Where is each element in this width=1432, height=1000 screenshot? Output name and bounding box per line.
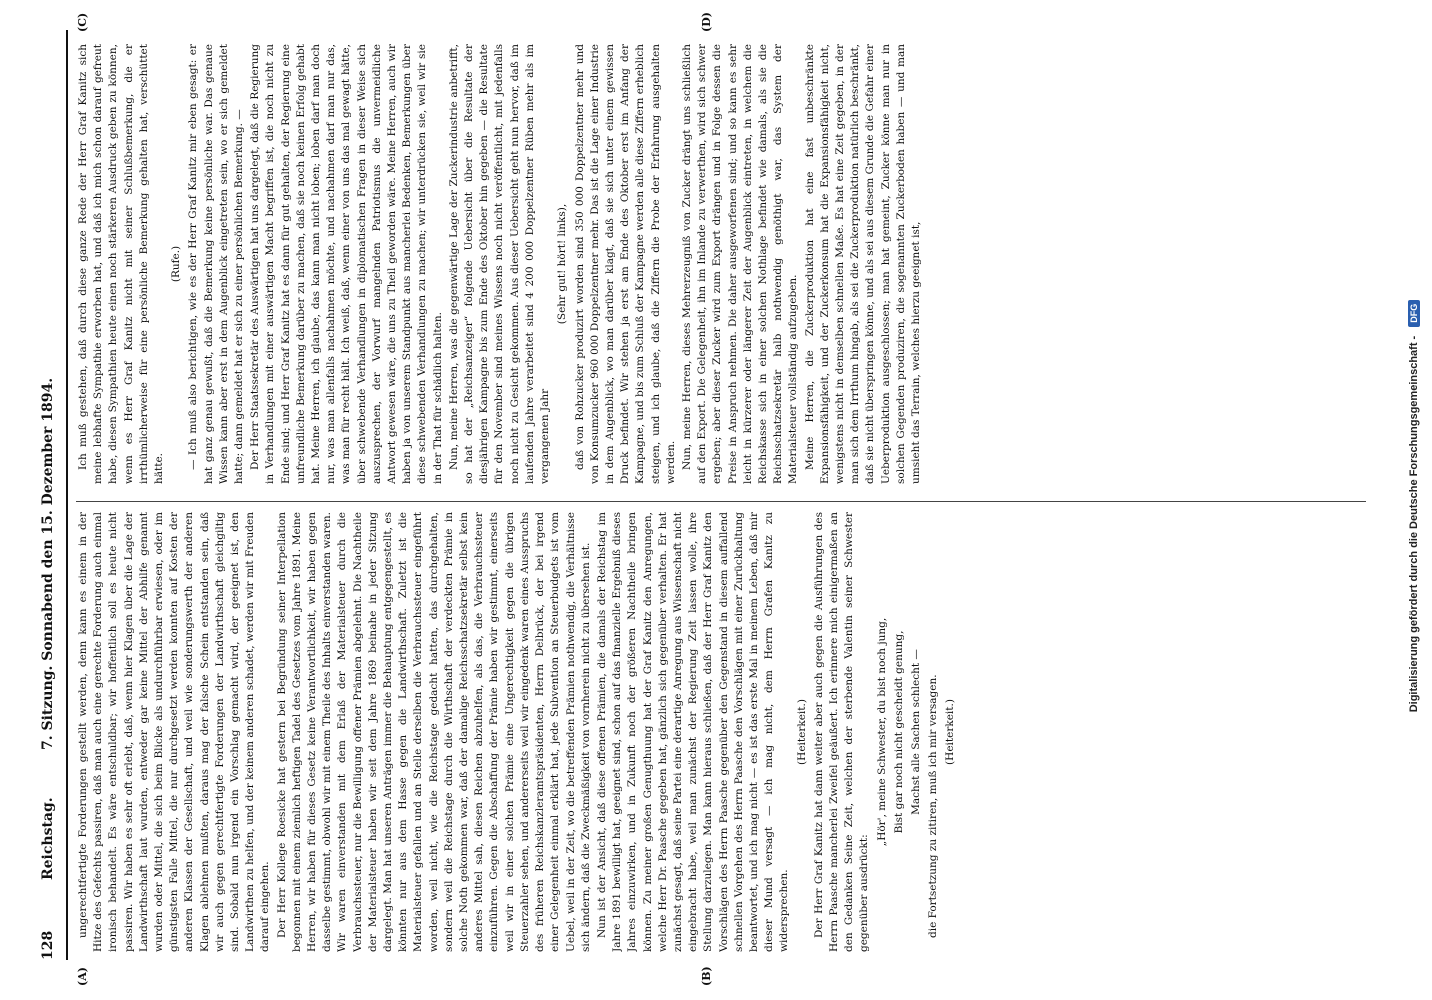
- header-session-date: 7. Sitzung. Sonnabend den 15. Dezember 1894.: [40, 377, 56, 750]
- paragraph: Der Herr Staatssekretär des Auswärtigen hat uns dargelegt, daß die Regierung in Verhandlungen mit einer auswärtigen Macht begriffen ist, die noch nicht zu Ende sind; und Herr Graf Kanitz hat es dann für gut gehalten, der Regierung eine unfreundliche Bemerkung darüber zu machen, daß sie noch keinen Erfolg gehabt hat. Meine Herren, ich glaube, das kann man nicht loben; loben darf man doch nur, was man allenfalls nachahmen möchte, und nachahmen darf man nur das, was man für recht hält. Ich weiß, daß, wenn einer von uns das mal gewagt hätte, über schwebende Verhandlungen in diplomatischen Fragen in dieser Weise sich auszusprechen, der Vorwurf mangelnden Patriotismus die unvermeidliche Antwort gewesen wäre, die uns zu Theil geworden wäre. Meine Herren, auch wir haben ja von unserem Standpunkt aus mancherlei Bedenken, Bemerkungen über diese schwebenden Verhandlungen zu machen; wir unterdrücken sie, weil wir sie in der That für schädlich halten.: [249, 44, 444, 484]
- text-column-left: [76, 512, 1366, 952]
- interjection: (Rufe.): [170, 245, 183, 283]
- paragraph: Nun, meine Herren, dieses Mehrerzeugniß von Zucker drängt uns schließlich auf den Export. Die Gelegenheit, ihn im Inlande zu verwerthen, wird sich schwer ergeben; aber dieser Zucker wird zum Export drängen und in Folge dessen die Preise in Anspruch nehmen. Die daher ausgeworfenen sind; und so kann es sehr leicht in kürzerer oder längerer Zeit der Augenblick eintreten, in welchem die Reichskasse sich in einer solchen Nothlage befindet wie damals, als sie die Reichsschatzsekretär halb nothwendig genöthigt war, das System der Materialsteuer vollständig aufzugeben.: [680, 44, 800, 484]
- paragraph: Meine Herren, die Zuckerproduktion hat eine fast unbeschränkte Expansionsfähigkeit, und der Zuckerkonsum hat die Expansionsfähigkeit nicht, wenigstens nicht in demselben schnellen Maße. Es hat eine Zeit gegeben, in der man sich dem Irrthum hingab, als sei die Zuckerproduktion natürlich beschränkt, daß sie nicht überspringen könne, und als sei aus diesem Grunde die Gefahr einer Ueberproduktion ausgeschlossen; man hat gemeint, Zucker könne man nur in solchen Gegenden produziren, die sogenannten Zuckerboden haben — und man umsieht das Terrain, welches hierzu geeignet ist,: [803, 44, 922, 484]
- page-number: 128: [40, 930, 56, 960]
- paragraph: Nun, meine Herren, was die gegenwärtige Lage der Zuckerindustrie anbetrifft, so hat der „Reichsanzeiger“ folgende Uebersicht über die Resultate der diesjährigen Kampagne bis zum Ende des Oktober hin gegeben — die Resultate für den November sind meines Wissens noch nicht veröffentlicht, mit jedenfalls noch nicht zu Gesicht gekommen. Aus dieser Uebersicht geht nun hervor, daß im laufenden Jahre verarbeitet sind 4 200 000 Doppelzentner Rüben mehr als im vergangenen Jahr: [447, 44, 552, 484]
- paragraph: Ich muß gestehen, daß durch diese ganze Rede der Herr Graf Kanitz sich meine lebhafte Sympathie erworben hat, und daß ich mich schon darauf gefreut habe, diesen Sympathien heute einen noch stärkeren Ausdruck geben zu können, wenn es Herr Graf Kanitz nicht mit seiner Schlußbemerkung, die er irrthümlicherweise für eine persönliche Bemerkung gehalten hat, verschüttet hätte.: [77, 44, 166, 484]
- margin-letter-d: (D): [700, 12, 713, 32]
- digitization-footer: [1402, 0, 1426, 1000]
- margin-letter-a: (A): [76, 967, 89, 986]
- verse-line: Machst alle Sachen schlecht —: [909, 649, 922, 815]
- text-column-right: [76, 44, 1366, 484]
- dfg-logo: DFG: [1408, 300, 1420, 327]
- interjection: (Sehr gut! hört! links),: [556, 203, 569, 325]
- paragraph: ungerechtfertigte Forderungen gestellt werden, denn kann es einem in der Hitze des Gefechts passiren, daß man auch eine gerechte Forderung auch einmal ironisch behandelt. Es wäre entschuldbar; wir hoffentlich soll es heute nicht passiren. Wir haben es sehr oft erlebt, daß, wenn hier Klagen über die Lage der Landwirthschaft laut wurden, entweder gar keine Mittel der Abhilfe genannt wurden oder Mittel, die sich beim Blicke als undurchführbar erwiesen, oder im günstigsten Falle Mittel, die nur durchgesetzt werden konnten auf Kosten der anderen Klassen der Gesellschaft, und weil wie sonderungswerth der anderen Klagen ablehnen mußten, daraus mag der falsche Schein entstanden sein, daß wir auch gegen gerechtfertigte Forderungen der Landwirthschaft gleichgiltig sind. Sobald nun irgend ein Vorschlag gemacht wird, der geeignet ist, den Landwirthen zu helfen, und der keinem anderen schadet, werden wir mit Freuden darauf eingehen.: [77, 512, 272, 952]
- interjection: (Heiterkeit.): [944, 699, 957, 765]
- paragraph: die Fortsetzung zu zitiren, muß ich mir versagen.: [927, 674, 940, 938]
- page-header: [40, 30, 64, 960]
- header-rule: [66, 30, 68, 960]
- paragraph: Der Herr Graf Kanitz hat dann weiter aber auch gegen die Ausführungen des Herrn Paasche mancherlei Zweifel geäußert. Ich erinnere mich einigermaßen an den Gedanken Seine Zeit, welchen der sterbende Valentin seiner Schwester gegenüber ausdrückt:: [812, 512, 871, 952]
- verse-line: „Hör', meine Schwester, du bist noch jung,: [875, 617, 888, 847]
- paragraph: Der Herr Kollege Roesicke hat gestern bei Begründung seiner Interpellation begonnen mit einem ziemlich heftigen Tadel des Gesetzes vom Jahre 1891. Meine Herren, wir haben für dieses Gesetz keine Verantwortlichkeit, wir haben gegen dasselbe gestimmt, obwohl wir mit einem Theile des Inhalts einverstanden waren. Wir waren einverstanden mit dem Erlaß der Materialsteuer durch die Verbrauchssteuer, nur die Bewilligung offener Prämien abgelehnt. Die Nachtheile der Materialsteuer haben wir seit dem Jahre 1869 beinahe in jeder Sitzung dargelegt. Man hat unseren Anträgen immer die Behauptung entgegengestellt, es könnten nur aus dem Hasse gegen die Landwirthschaft. Zuletzt ist die Materialsteuer gefallen und an Stelle derselben die Verbrauchssteuer eingeführt worden, weil nicht, wie die Reichstage gedacht hatten, das durchgehalten, sondern weil die Reichstage durch die Wirthschaft der verdeckten Prämie in solche Noth gekommen war, daß der damalige Reichsschatzsekretär selbst kein anderes Mittel sah, diesen Reichen abzuhelfen, als das, die Verbrauchssteuer einzuführen. Gegen die Abschaffung der Prämie haben wir gestimmt, einerseits weil wir in einer solchen Prämie eine Ungerechtigkeit gegen die übrigen Steuerzahler sehen, und andererseits weil wir eingedenk waren eines Ausspruchs des früheren Reichskanzleramtspräsidenten, Herrn Delbrück, der bei irgend einer Gelegenheit einmal erklärt hat, jede Subvention an Steuerbudgets ist vom Uebel, weil in der Zeit, wo die betreffenden Prämien nothwendig, die Verhältnisse sich ändern, daß die Zweckmäßigkeit von vornherein nicht zu übersehen ist.: [275, 512, 592, 952]
- verse-line: Bist gar noch nicht gescheidt genung,: [892, 630, 905, 834]
- column-divider: [76, 501, 1366, 502]
- paragraph: daß von Rohzucker produzirt worden sind 350 000 Doppelzentner mehr und von Konsumzucker 960 000 Doppelzentner mehr. Das ist die Lage einer Industrie in dem Augenblick, wo man darüber klagt, daß sie sich unter einem gewissen Druck befindet. Wir stehen ja erst am Ende des Oktober erst im Anfang der Kampagne, und bis zum Schluß der Kampagne werden alle diese Ziffern erheblich steigen, und ich glaube, daß die Ziffern die Probe der Erfahrung ausgehalten werden.: [573, 44, 677, 484]
- paragraph: — Ich muß also berichtigen, wie es der Herr Graf Kanitz mir eben gesagt: er hat ganz genau gewußt, daß die Bemerkung keine persönliche war. Das genaue Wissen kann aber erst in dem Augenblick eingetreten sein, wo er sich gemeldet hatte; dann gemeldet hat er sich zu einer persönlichen Bemerkung. —: [187, 44, 246, 484]
- margin-letter-b: (B): [700, 966, 713, 986]
- paragraph: Nun ist der Ansicht, daß diese offenen Prämien, die damals der Reichstag im Jahre 1891 bewilligt hat, geeignet sind, schon auf das finanzielle Ergebniß dieses Jahres einzuwirken, und in Zukunft noch der größeren Nachtheile bringen können. Zu meiner großen Genugthuung hat der Graf Kanitz den Anregungen, welche Herr Dr. Paasche gegeben hat, gänzlich sich gegenüber verhalten. Er hat zunächst gesagt, daß seine Partei eine derartige Anregung aus Wissenschaft nicht eingebracht habe, weil man zunächst der Regierung Zeit lassen wolle, ihre Stellung darzulegen. Man kann hieraus schließen, daß der Herr Graf Kanitz den Vorschlägen des Herrn Paasche gegenüber den Gegenstand in diesem auffallend schnellen Vorgehen des Herrn Paasche den Vorschlägen mit einer Zurückhaltung beantwortet, und ich mag nicht — es ist das erste Mal in meinem Leben, daß mir dieser Mund versagt — ich mag nicht, dem Herrn Grafen Kanitz zu widersprechen.: [595, 512, 791, 952]
- footer-text: Digitalisierung gefördert durch die Deutsche Forschungsgemeinschaft -: [1408, 335, 1420, 713]
- header-title: Reichstag.: [40, 797, 56, 880]
- margin-letter-c: (C): [76, 12, 89, 32]
- interjection: (Heiterkeit.): [795, 699, 808, 765]
